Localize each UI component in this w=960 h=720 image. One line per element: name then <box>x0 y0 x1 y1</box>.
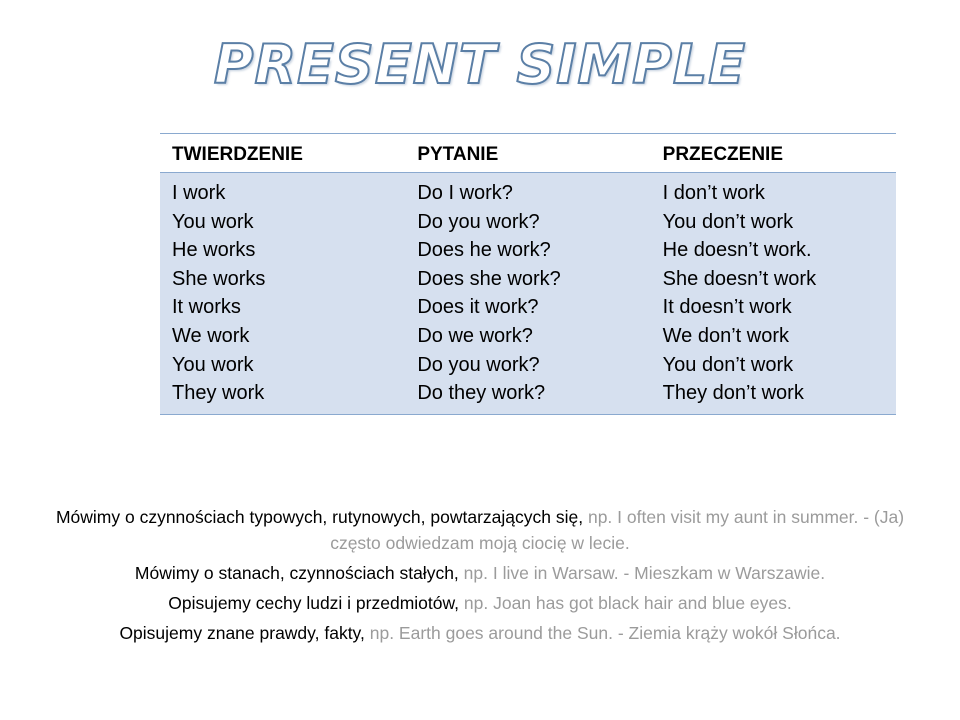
negative-item: You don’t work <box>662 210 794 233</box>
table-header-row <box>160 134 896 173</box>
table-row <box>160 173 896 415</box>
usage-note-example: np. Earth goes around the Sun. - Ziemia krąży wokół Słońca. <box>369 623 841 643</box>
grammar-table <box>160 133 896 415</box>
question-column <box>405 173 650 415</box>
usage-note-lead: Opisujemy znane prawdy, fakty, <box>119 623 370 643</box>
usage-note-example: np. Joan has got black hair and blue eyes. <box>463 593 792 613</box>
header-twierdzenie: TWIERDZENIE <box>160 134 405 173</box>
usage-note <box>40 504 920 556</box>
question-item: Does he work? <box>417 239 551 262</box>
affirmative-item: They work <box>172 382 265 405</box>
affirmative-item: I work <box>172 182 226 204</box>
negative-item: You don’t work <box>662 353 794 376</box>
usage-note-example: np. I often visit my aunt in summer. - (Ja) często odwiedzam moją ciocię w lecie. <box>330 507 905 553</box>
question-item: Do you work? <box>417 353 540 376</box>
usage-note <box>40 620 920 646</box>
usage-note <box>40 590 920 616</box>
negative-column <box>651 173 896 415</box>
question-item: Does it work? <box>417 296 539 319</box>
usage-note-lead: Mówimy o czynnościach typowych, rutynowych, powtarzających się, <box>55 507 588 527</box>
page-title: PRESENT SIMPLE <box>213 33 747 96</box>
question-item: Do we work? <box>417 324 533 347</box>
usage-note-lead: Opisujemy cechy ludzi i przedmiotów, <box>168 593 464 613</box>
question-item: Does she work? <box>417 267 561 290</box>
negative-item: They don’t work <box>662 382 804 405</box>
affirmative-item: He works <box>172 239 256 262</box>
negative-item: It doesn’t work <box>662 296 792 319</box>
affirmative-item: She works <box>172 267 266 290</box>
question-item: Do I work? <box>417 182 513 204</box>
usage-notes <box>40 504 920 650</box>
negative-item: I don’t work <box>662 182 765 204</box>
question-item: Do they work? <box>417 382 546 405</box>
affirmative-item: We work <box>172 324 250 347</box>
usage-note <box>40 560 920 586</box>
header-przeczenie: PRZECZENIE <box>651 134 896 173</box>
affirmative-column <box>160 173 405 415</box>
negative-item: She doesn’t work <box>662 267 817 290</box>
negative-item: We don’t work <box>662 324 790 347</box>
affirmative-item: It works <box>172 296 241 319</box>
header-pytanie: PYTANIE <box>405 134 650 173</box>
usage-note-lead: Mówimy o stanach, czynnościach stałych, <box>134 563 464 583</box>
usage-note-example: np. I live in Warsaw. - Mieszkam w Warszawie. <box>463 563 826 583</box>
negative-item: He doesn’t work. <box>662 239 812 262</box>
question-item: Do you work? <box>417 210 540 233</box>
affirmative-item: You work <box>172 210 254 233</box>
affirmative-item: You work <box>172 353 254 376</box>
